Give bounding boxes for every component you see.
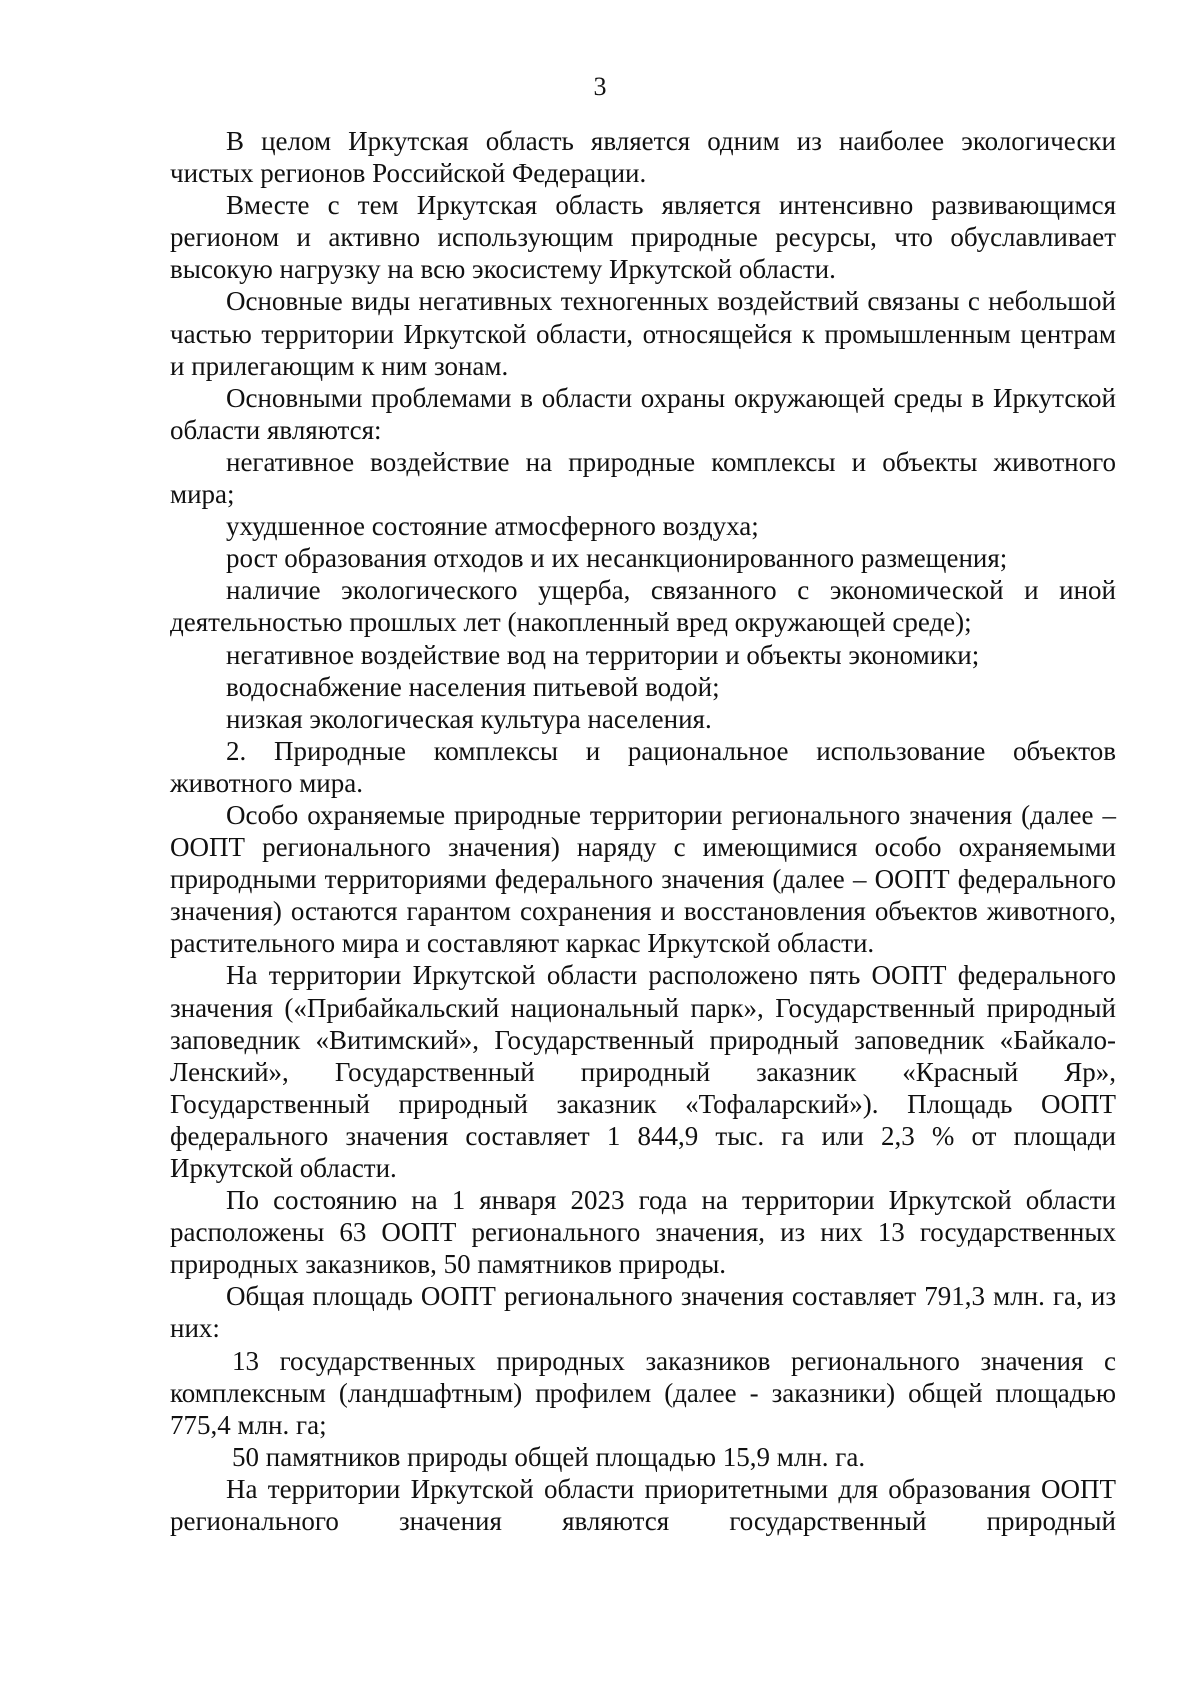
paragraph: Общая площадь ООПТ регионального значения составляет 791,3 млн. га, из них: (170, 1281, 1116, 1344)
list-item: рост образования отходов и их несанкционированного размещения; (226, 543, 1008, 574)
list-item: негативное воздействие на природные комплексы и объекты животного мира; (170, 446, 1116, 510)
paragraph: В целом Иркутская область является одним из наиболее экологически чистых регионов Российской Федерации. (170, 126, 1116, 189)
paragraph: По состоянию на 1 января 2023 года на территории Иркутской области расположены 63 ООПТ регионального значения, из них 13 государственных природных заказников, 50 памятников природы. (170, 1185, 1116, 1280)
paragraph: Вместе с тем Иркутская область является интенсивно развивающимся регионом и активно использующим природные ресурсы, что обуславливает высокую нагрузку на всю экосистему Иркутской области. (170, 190, 1116, 285)
list-item: ухудшенное состояние атмосферного воздуха; (226, 511, 759, 542)
list-item: водоснабжение населения питьевой водой; (226, 671, 720, 702)
paragraph: На территории Иркутской области расположено пять ООПТ федерального значения («Прибайкальский национальный парк», Государственный природный заповедник «Витимский», Государственный природный заповедник «Байкало-Ленский», Государственный природный заказник «Красный Яр», Государственный природный заказник «Тофаларский»). Площадь ООПТ федерального значения составляет 1 844,9 тыс. га или 2,3 % от площади Иркутской области. (170, 960, 1116, 1183)
list-item: низкая экологическая культура населения. (226, 703, 712, 734)
paragraph: Основные виды негативных техногенных воздействий связаны с небольшой частью территории Иркутской области, относящейся к промышленным центрам и прилегающим к ним зонам. (170, 286, 1116, 381)
paragraph: Особо охраняемые природные территории регионального значения (далее – ООПТ регионального значения) наряду с имеющимися особо охраняемыми природными территориями федерального значения (далее – ООПТ федерального значения) остаются гарантом сохранения и восстановления объектов животного, растительного мира и составляют каркас Иркутской области. (170, 799, 1116, 959)
list-item: 13 государственных природных заказников регионального значения с комплексным (ландшафтным) профилем (далее - заказники) общей площадью 775,4 млн. га; (170, 1345, 1116, 1440)
list-item: 50 памятников природы общей площадью 15,9 млн. га. (232, 1441, 866, 1472)
paragraph: На территории Иркутской области приоритетными для образования ООПТ регионального значения являются государственный природный (170, 1473, 1116, 1537)
document-body (170, 125, 1116, 1537)
list-item: наличие экологического ущерба, связанного с экономической и иной деятельностью прошлых лет (накопленный вред окружающей среде); (170, 575, 1116, 638)
paragraph: Основными проблемами в области охраны окружающей среды в Иркутской области являются: (170, 382, 1116, 445)
page-number: 3 (593, 72, 607, 101)
list-item: негативное воздействие вод на территории и объекты экономики; (226, 639, 980, 670)
section-heading: 2. Природные комплексы и рациональное использование объектов животного мира. (170, 735, 1116, 798)
